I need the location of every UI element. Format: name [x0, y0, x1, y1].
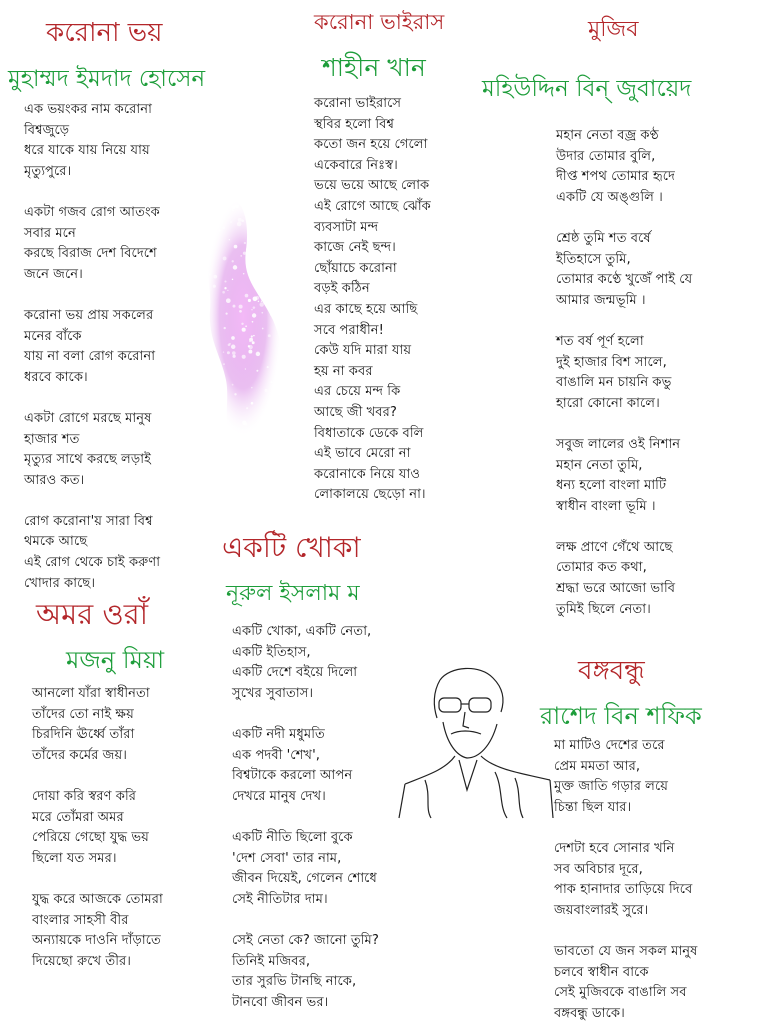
stanza: [24, 409, 160, 491]
poem-line: বিশ্বজুড়ে: [24, 122, 70, 138]
poem-line: কাজে নেই ছন্দ।: [314, 240, 396, 256]
stanza: [232, 725, 379, 807]
poem-line: প্রেম মমতা আর,: [554, 758, 641, 774]
poem3-body: [556, 126, 692, 620]
poem-line: আমার জন্মভূমি ।: [556, 292, 646, 308]
poem-line: ইতিহাসে তুমি,: [556, 251, 631, 267]
poem-line: চলবে স্বাধীন বাকে: [554, 964, 649, 980]
stanza: [556, 229, 692, 311]
poem-line: সেই মুজিবকে বাঙালি সব: [554, 985, 687, 1001]
poem5-author: মজনু মিয়া: [66, 646, 165, 674]
poem-line: ধরে যাকে যায় নিয়ে যায়: [24, 143, 150, 159]
poem-line: এক ভয়ংকর নাম করোনা: [24, 102, 152, 117]
poem-line: একটি খোকা, একটি নেতা,: [232, 624, 372, 639]
header-center-title: করোনা ভাইরাস: [314, 10, 445, 34]
poem-line: জয়বাংলারই সুরে।: [554, 902, 649, 918]
poem-line: তোমার কণ্ঠে খুজেঁ পাই যে: [556, 272, 693, 288]
poem-line: স্থবির হলো বিশ্ব: [314, 116, 394, 132]
poem-line: ধরবে কাকে।: [24, 369, 88, 385]
poem-line: করোনা ভয় প্রায় সকলের: [24, 307, 154, 323]
stanza: [554, 942, 697, 1024]
stanza: [24, 306, 160, 388]
poem-line: শ্রদ্ধা ভরে আজো ভাবি: [556, 581, 676, 597]
poem-line: দেশটা হবে সোনার খনি: [554, 840, 675, 856]
poem1-body: [24, 100, 160, 594]
poem-line: বঙ্গবন্ধু ডাকে।: [554, 1005, 625, 1021]
stanza: [232, 931, 379, 1013]
poem-line: ভাবতো যে জন সকল মানুষ: [554, 943, 698, 959]
poem-line: চিন্তা ছিল যার।: [554, 799, 632, 815]
poem-line: অন্যায়কে দাওনি দাঁড়াতে: [32, 933, 161, 949]
poem-line: পাক হানাদার তাড়িয়ে দিবে: [554, 882, 693, 898]
poem-line: সবার মনে: [24, 225, 76, 241]
poem-line: বিধাতাকে ডেকে বলি: [314, 425, 424, 441]
stanza: [232, 622, 379, 704]
poem-line: তাঁদের তো নাই ক্ষয়: [32, 706, 134, 722]
poem-line: একটি নদী মধুমতি: [232, 726, 325, 742]
poem-line: মা মাটিও দেশের তরে: [554, 738, 665, 753]
poem-line: মনের বাঁকে: [24, 328, 82, 344]
poem-line: তাঁদের কর্মের জয়।: [32, 747, 127, 763]
poem-line: কেউ যদি মারা যায়: [314, 343, 412, 359]
stanza: [556, 435, 692, 517]
poem-line: মৃত্যুর সাথে করছে লড়াই: [24, 452, 151, 468]
poem-line: দিয়েছো রুখে তীর।: [32, 953, 131, 969]
poem-line: তোমার কত কথা,: [556, 560, 647, 576]
poem-line: করোনাকে নিয়ে যাও: [314, 466, 421, 482]
poem-line: 'দেশ সেবা' তার নাম,: [232, 850, 342, 866]
poem-line: সব অবিচার দূরে,: [554, 861, 643, 877]
poem-line: সবে পরাধীন!: [314, 322, 384, 338]
poem-line: তুমিই ছিলে নেতা।: [556, 601, 651, 617]
poem-line: তিনিই মজিবর,: [232, 953, 311, 969]
stanza: [554, 736, 697, 818]
poem-line: খোদার কাছে।: [24, 575, 96, 591]
poem-line: মহান নেতা তুমি,: [556, 457, 643, 473]
stanza: [554, 839, 697, 921]
stanza: [24, 100, 160, 182]
poem-line: ধন্য হলো বাংলা মাটি: [556, 478, 667, 494]
poem-line: কতো জন হয়ে গেলো: [314, 137, 428, 153]
poem1-title: করোনা ভয়: [46, 18, 163, 48]
poem-line: শ্রেষ্ঠ তুমি শত বর্ষে: [556, 230, 651, 246]
poem-line: জনে জনে।: [24, 266, 83, 282]
poem-line: মুক্ত জাতি গড়ার লয়ে: [554, 779, 669, 795]
stanza: [314, 94, 431, 506]
poem-line: সেই নেতা কে? জানো তুমি?: [232, 932, 379, 948]
poem-line: মৃত্যুপুরে।: [24, 163, 72, 179]
stanza: [24, 512, 160, 594]
poem6-author: রাশেদ বিন শফিক: [540, 702, 702, 730]
stanza: [232, 828, 379, 910]
poem-line: দেখরে মানুষ দেখ।: [232, 788, 326, 804]
poem-line: আছে জী খবর?: [314, 404, 397, 420]
poem-line: ভয়ে ভয়ে আছে লোক: [314, 178, 430, 194]
poem-line: চিরদিনি ঊর্ধ্বে তাঁরা: [32, 727, 135, 743]
poem-line: হাজার শত: [24, 431, 80, 447]
poem-line: এই ভাবে মেরো না: [314, 446, 411, 462]
poem-line: জীবন দিয়েই, গেলেন শোধে: [232, 871, 377, 887]
poem4-title: একটি খোকা: [222, 531, 361, 564]
poem-line: এর কাছে হয়ে আছি: [314, 301, 418, 317]
poem-line: হারো কোনো কালে।: [556, 395, 660, 411]
stanza: [24, 203, 160, 285]
poem-line: একটা গজব রোগ আতংক: [24, 204, 160, 220]
poem-line: করছে বিরাজ দেশ বিদেশে: [24, 246, 157, 262]
poem-line: যায় না বলা রোগ করোনা: [24, 349, 156, 365]
header-right-title: মুজিব: [588, 17, 639, 42]
poem-line: দোয়া করি স্বরণ করি: [32, 788, 137, 804]
poem5-title: অমর ওরাঁ: [36, 597, 149, 631]
poem-line: পেরিয়ে গেছো যুদ্ধ ভয়: [32, 830, 149, 846]
poem-line: মরে তোঁমরা অমর: [32, 809, 124, 825]
poem-line: বাংলার সাহসী বীর: [32, 912, 129, 928]
poem-line: লোকালয়ে ছেড়ো না।: [314, 487, 426, 503]
poem-line: করোনা ভাইরাসে: [314, 96, 402, 111]
poem-line: একেবারে নিঃস্ব।: [314, 157, 398, 173]
poem-line: টানবো জীবন ভর।: [232, 994, 329, 1010]
stanza: [556, 126, 692, 208]
poem-line: এর চেয়ে মন্দ কি: [314, 384, 401, 400]
poem-line: দুই হাজার বিশ সালে,: [556, 354, 667, 370]
poem2-body: [314, 94, 431, 506]
portrait-sketch-icon: [395, 660, 555, 820]
poem-line: সবুজ লালের ওই নিশান: [556, 436, 681, 452]
stanza: [32, 787, 163, 869]
poem-line: একটি যে অঙ্গুলি ।: [556, 189, 663, 205]
poem2-author: শাহীন খান: [322, 53, 426, 82]
poem5-body: [32, 684, 163, 972]
poem-line: বিশ্বটাকে করলো আপন: [232, 768, 353, 784]
poem-line: আনলো যাঁরা স্বাধীনতা: [32, 686, 150, 701]
stanza: [556, 332, 692, 414]
stanza: [556, 538, 692, 620]
poem-line: একটি নীতি ছিলো বুকে: [232, 829, 353, 845]
poem6-title: বঙ্গবন্ধু: [578, 656, 645, 686]
poem-line: লক্ষ প্রাণে গেঁথে আছে: [556, 539, 673, 555]
poem-line: যুদ্ধ করে আজকে তোমরা: [32, 891, 163, 907]
poem-line: স্বাধীন বাংলা ভূমি ।: [556, 498, 656, 514]
poem-line: বাঙালি মন চায়নি কভু: [556, 375, 672, 391]
poem-line: এই রোগে আছে ঝোঁক: [314, 198, 431, 214]
poem-line: হয় না কবর: [314, 363, 373, 379]
stanza: [32, 684, 163, 766]
sparkle-decoration-icon: [188, 180, 298, 450]
poem4-author: নূরুল ইসলাম ম: [226, 581, 360, 606]
poem-line: বড়ই কঠিন: [314, 281, 370, 297]
poem3-author: মহিউদ্দিন বিন্ জুবায়েদ: [482, 76, 692, 102]
poem-line: একটা রোগে মরছে মানুষ: [24, 410, 152, 426]
poem-line: আরও কত।: [24, 472, 85, 488]
poem-line: এই রোগ থেকে চাই করুণা: [24, 555, 161, 571]
poem-line: তার সুরভি টানছি নাকে,: [232, 974, 357, 990]
poem-line: একটি দেশে বইয়ে দিলো: [232, 665, 358, 681]
poem-line: ব্যবসাটা মন্দ: [314, 219, 379, 235]
poem-line: ছিলো যত সমর।: [32, 850, 117, 866]
poem-line: উদার তোমার বুলি,: [556, 148, 656, 164]
poem-line: মহান নেতা বজ্র কণ্ঠ: [556, 128, 659, 143]
poem4-body: [232, 622, 379, 1013]
poem-line: সুখের সুবাতাস।: [232, 685, 314, 701]
poem-line: দীপ্ত শপথ তোমার হৃদে: [556, 169, 675, 185]
poem-line: থমকে আছে: [24, 534, 88, 550]
stanza: [32, 890, 163, 972]
poem-line: সেই নীতিটার দাম।: [232, 891, 328, 907]
poem-line: শত বর্ষ পূর্ণ হলো: [556, 333, 644, 349]
poem-line: ছোঁয়াচে করোনা: [314, 260, 397, 276]
poem6-body: [554, 736, 697, 1024]
poem-line: রোগ করোনা'য় সারা বিশ্ব: [24, 513, 153, 529]
poem1-author: মুহাম্মদ ইমদাদ হোসেন: [8, 66, 206, 92]
poem-line: একটি ইতিহাস,: [232, 644, 311, 660]
poem-line: এক পদবী 'শেখ',: [232, 747, 320, 763]
